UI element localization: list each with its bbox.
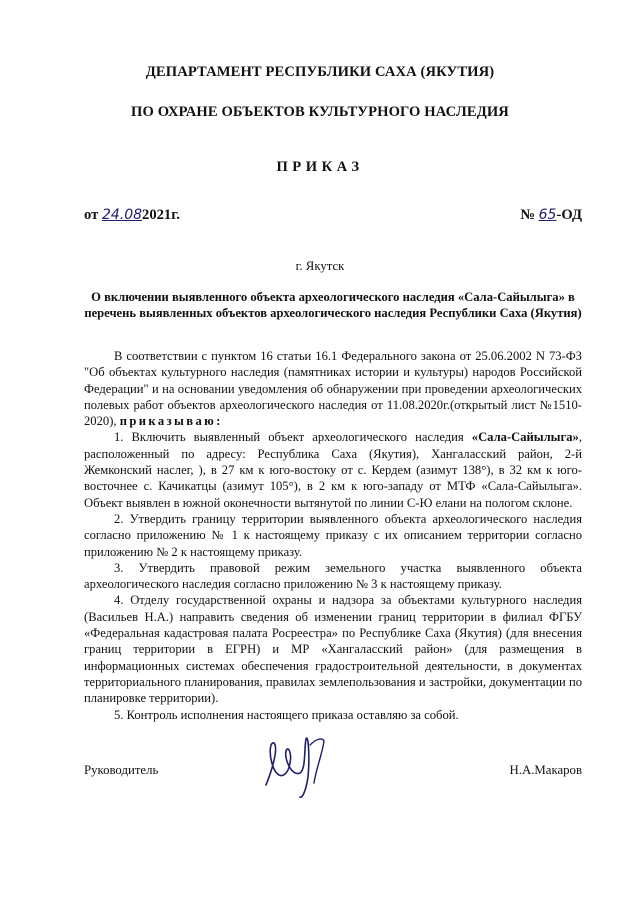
handwritten-date: 24.08	[101, 207, 143, 223]
item-4: 4. Отделу государственной охраны и надзора за объектами культурного наследия (Васильев Н.А.) направить сведения об изменении границ территории в филиал ФГБУ «Федеральная кадастровая палата Росреестра» по Республике Саха (Якутия) (для внесения границ территории в ЕГРН) и МР «Хангаласский район» (для размещения в информационных системах обеспечения градостроительной деятельности, в документах территориального планирования, правилах землепользования и застройки, документации по планировке территории).	[84, 593, 582, 706]
date-suffix: 2021г.	[142, 207, 180, 223]
department-subtitle: ПО ОХРАНЕ ОБЪЕКТОВ КУЛЬТУРНОГО НАСЛЕДИЯ	[131, 104, 509, 120]
number-suffix: -ОД	[556, 207, 582, 223]
order-number	[520, 207, 582, 224]
item-3: 3. Утвердить правовой режим земельного участка выявленного объекта археологического наследия согласно приложению № 3 к настоящему приказу.	[84, 560, 582, 592]
signer-name: Н.А.Макаров	[509, 763, 582, 777]
intro-paragraph	[84, 348, 582, 429]
item-1-text-cont: , расположенный по адресу: Республика Саха (Якутия), Хангаласский район, 2-й Жемконский наслег, ), в 27 км к юго-востоку от с. Кердем (азимут 138°), в 32 км к юго-восточнее с. Качикатцы (азимут 105°), в 2 км к юго-западу от МТФ «Сала-Сайылыга». Объект выявлен в южной оконечности вытянутой по линии С-Ю елани на пологом склоне.	[84, 430, 582, 510]
document-type: ПРИКАЗ	[276, 159, 364, 175]
handwritten-signature	[244, 725, 354, 805]
item-1	[84, 429, 582, 510]
department-name: ДЕПАРТАМЕНТ РЕСПУБЛИКИ САХА (ЯКУТИЯ)	[145, 64, 495, 80]
decree-word: приказываю:	[119, 414, 223, 429]
order-subject: О включении выявленного объекта археологического наследия «Сала-Сайылыга» в перечень выявленных объектов археологического наследия Республики Саха (Якутия)	[84, 290, 582, 320]
number-prefix: №	[520, 207, 535, 223]
handwritten-number: 65	[538, 207, 557, 223]
order-date	[84, 207, 180, 224]
intro-text: В соответствии с пунктом 16 статьи 16.1 Федерального закона от 25.06.2002 N 73-ФЗ "Об объектах культурного наследия (памятниках истории и культуры) народов Российской Федерации" и на основании уведомления об обнаружении при проведении археологических полевых работ объектов археологического наследия от 11.08.2020г.(открытый лист №1510-2020),	[84, 349, 582, 429]
date-prefix: от	[84, 207, 99, 223]
city: г. Якутск	[295, 259, 345, 273]
item-5: 5. Контроль исполнения настоящего приказа оставляю за собой.	[114, 707, 459, 722]
item-1-text: 1. Включить выявленный объект археологического наследия	[114, 430, 464, 445]
object-name: «Сала-Сайылыга»	[471, 430, 579, 445]
signer-role: Руководитель	[84, 763, 159, 777]
item-2: 2. Утвердить границу территории выявленного объекта археологического наследия согласно приложению № 1 к настоящему приказу с их описанием территории согласно приложению № 2 к настоящему приказу.	[84, 511, 582, 559]
order-body	[84, 348, 582, 723]
